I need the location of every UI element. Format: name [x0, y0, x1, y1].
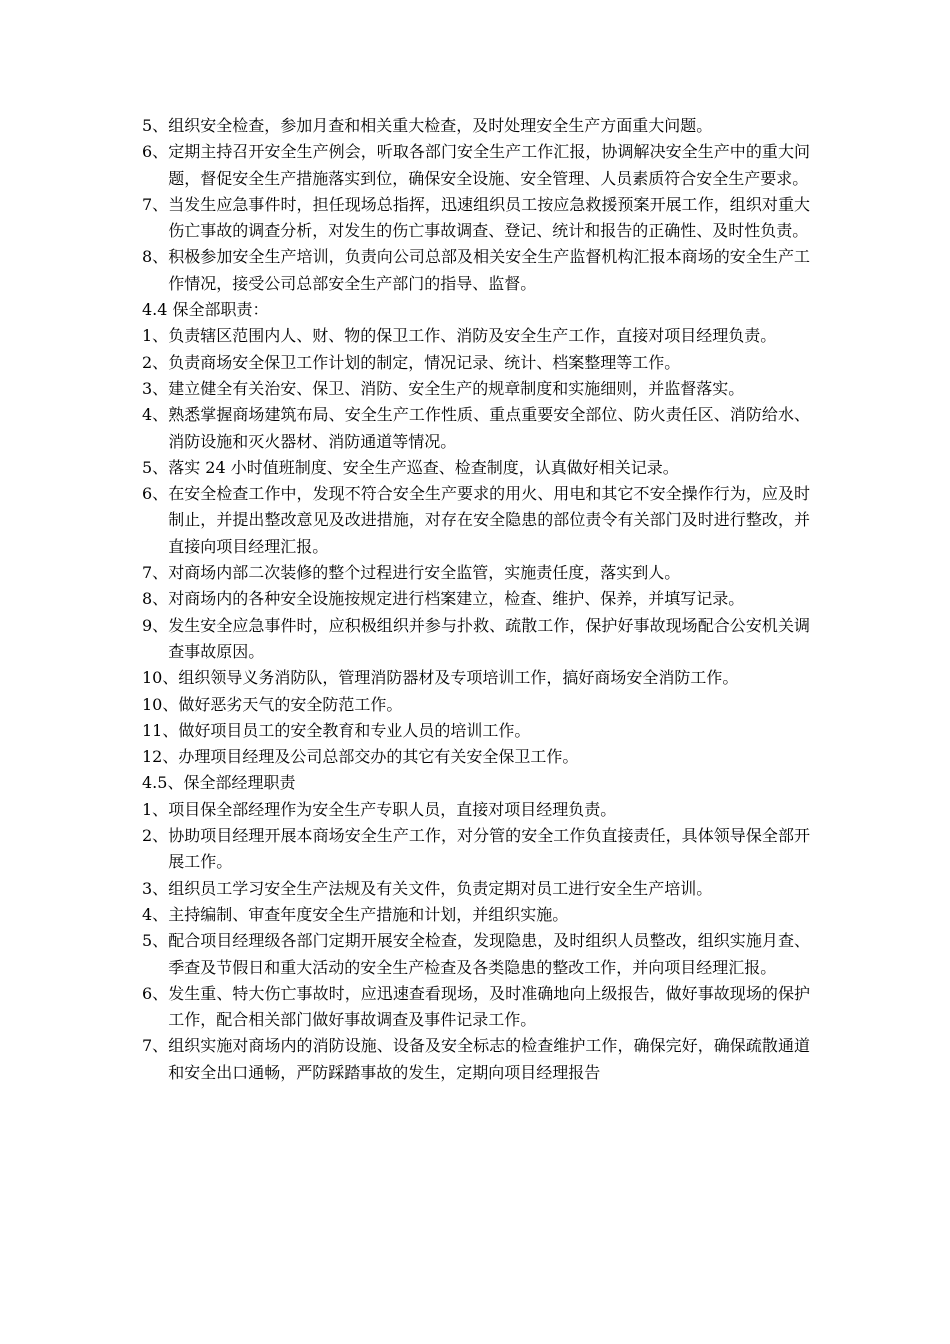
list-item-text: 当发生应急事件时，担任现场总指挥，迅速组织员工按应急救援预案开展工作，组织对重大伤亡事故的调查分析，对发生的伤亡事故调查、登记、统计和报告的正确性、及时性负责。	[168, 194, 810, 241]
list-item	[142, 481, 810, 560]
list-item-number: 11、	[142, 720, 179, 740]
list-item-text: 组织实施对商场内的消防设施、设备及安全标志的检查维护工作，确保完好，确保疏散通道和安全出口通畅，严防踩踏事故的发生，定期向项目经理报告	[168, 1036, 810, 1082]
list-item-text: 对商场内的各种安全设施按规定进行档案建立，检查、维护、保养，并填写记录。	[168, 589, 745, 609]
list-item	[142, 455, 810, 481]
list-item-text: 做好项目员工的安全教育和专业人员的培训工作。	[178, 720, 531, 740]
list-item	[142, 823, 810, 876]
list-item	[142, 586, 810, 612]
list-item-number: 5、	[142, 116, 169, 135]
list-item-number: 7、	[142, 563, 169, 583]
list-item-number: 1、	[142, 799, 169, 819]
list-item-number: 7、	[142, 1036, 169, 1056]
list-item-number: 12、	[142, 747, 179, 767]
list-item	[142, 981, 810, 1034]
list-item-number: 3、	[142, 378, 169, 398]
list-item	[142, 350, 810, 376]
section-heading: 4.5、保全部经理职责	[142, 773, 296, 793]
list-item	[142, 692, 810, 718]
list-item-text: 建立健全有关治安、保卫、消防、安全生产的规章制度和实施细则，并监督落实。	[168, 378, 745, 398]
list-item-number: 4、	[142, 405, 169, 425]
document-body	[142, 113, 810, 1086]
list-item	[142, 113, 810, 139]
list-item-number: 2、	[142, 352, 169, 372]
list-item-text: 配合项目经理级各部门定期开展安全检查，发现隐患，及时组织人员整改，组织实施月查、季查及节假日和重大活动的安全生产检查及各类隐患的整改工作，并向项目经理汇报。	[168, 931, 810, 977]
list-item	[142, 797, 810, 823]
list-item-number: 4、	[142, 904, 169, 924]
list-item	[142, 928, 810, 981]
list-item	[142, 1033, 810, 1086]
list-item	[142, 560, 810, 586]
list-item	[142, 718, 810, 744]
list-item-number: 8、	[142, 247, 169, 267]
list-item	[142, 876, 810, 902]
list-item-text: 组织员工学习安全生产法规及有关文件，负责定期对员工进行安全生产培训。	[168, 878, 713, 898]
list-item-text: 积极参加安全生产培训，负责向公司总部及相关安全生产监督机构汇报本商场的安全生产工作情况，接受公司总部安全生产部门的指导、监督。	[168, 247, 810, 293]
list-item	[142, 376, 810, 402]
list-item-number: 10、	[142, 694, 179, 714]
list-item-text: 定期主持召开安全生产例会，听取各部门安全生产工作汇报，协调解决安全生产中的重大问题，督促安全生产措施落实到位，确保安全设施、安全管理、人员素质符合安全生产要求。	[168, 142, 810, 188]
list-item-text: 组织安全检查，参加月查和相关重大检查，及时处理安全生产方面重大问题。	[168, 116, 713, 135]
list-item-text: 项目保全部经理作为安全生产专职人员，直接对项目经理负责。	[168, 799, 617, 819]
list-item	[142, 139, 810, 192]
list-item-number: 6、	[142, 983, 169, 1003]
list-item	[142, 902, 810, 928]
list-item-number: 9、	[142, 615, 169, 635]
list-item	[142, 402, 810, 455]
list-item-text: 负责商场安全保卫工作计划的制定，情况记录、统计、档案整理等工作。	[168, 352, 681, 372]
list-item	[142, 613, 810, 666]
list-item-number: 6、	[142, 484, 169, 504]
list-item	[142, 192, 810, 245]
list-item-text: 落实 24 小时值班制度、安全生产巡查、检查制度，认真做好相关记录。	[168, 457, 679, 477]
list-item-number: 2、	[142, 826, 169, 846]
list-item	[142, 744, 810, 770]
list-item-text: 办理项目经理及公司总部交办的其它有关安全保卫工作。	[178, 747, 579, 767]
list-item-number: 10、	[142, 668, 179, 688]
list-item-text: 在安全检查工作中，发现不符合安全生产要求的用火、用电和其它不安全操作行为，应及时制止，并提出整改意见及改进措施，对存在安全隐患的部位责令有关部门及时进行整改，并直接向项目经理汇报。	[168, 484, 810, 556]
list-item	[142, 244, 810, 297]
list-item-text: 熟悉掌握商场建筑布局、安全生产工作性质、重点重要安全部位、防火责任区、消防给水、消防设施和灭火器材、消防通道等情况。	[168, 405, 810, 451]
list-item-text: 组织领导义务消防队，管理消防器材及专项培训工作，搞好商场安全消防工作。	[178, 668, 739, 688]
list-item-text: 负责辖区范围内人、财、物的保卫工作、消防及安全生产工作，直接对项目经理负责。	[168, 326, 777, 346]
list-item-number: 3、	[142, 878, 169, 898]
list-item-number: 5、	[142, 457, 169, 477]
list-item-text: 发生安全应急事件时，应积极组织并参与扑救、疏散工作，保护好事故现场配合公安机关调查事故原因。	[168, 615, 810, 661]
list-item-number: 5、	[142, 931, 169, 951]
list-item	[142, 665, 810, 691]
list-item-number: 1、	[142, 326, 169, 346]
list-item-text: 发生重、特大伤亡事故时，应迅速查看现场，及时准确地向上级报告，做好事故现场的保护工作，配合相关部门做好事故调查及事件记录工作。	[168, 983, 810, 1030]
list-item-number: 8、	[142, 589, 169, 609]
list-item-text: 协助项目经理开展本商场安全生产工作，对分管的安全工作负直接责任，具体领导保全部开展工作。	[168, 826, 810, 872]
list-item-number: 7、	[142, 194, 169, 214]
list-item-text: 对商场内部二次装修的整个过程进行安全监管，实施责任度，落实到人。	[168, 563, 681, 583]
section-heading: 4.4 保全部职责：	[142, 300, 269, 320]
list-item-text: 做好恶劣天气的安全防范工作。	[178, 694, 403, 714]
list-item-text: 主持编制、审查年度安全生产措施和计划，并组织实施。	[168, 904, 569, 924]
list-item-number: 6、	[142, 142, 169, 162]
list-item	[142, 323, 810, 349]
